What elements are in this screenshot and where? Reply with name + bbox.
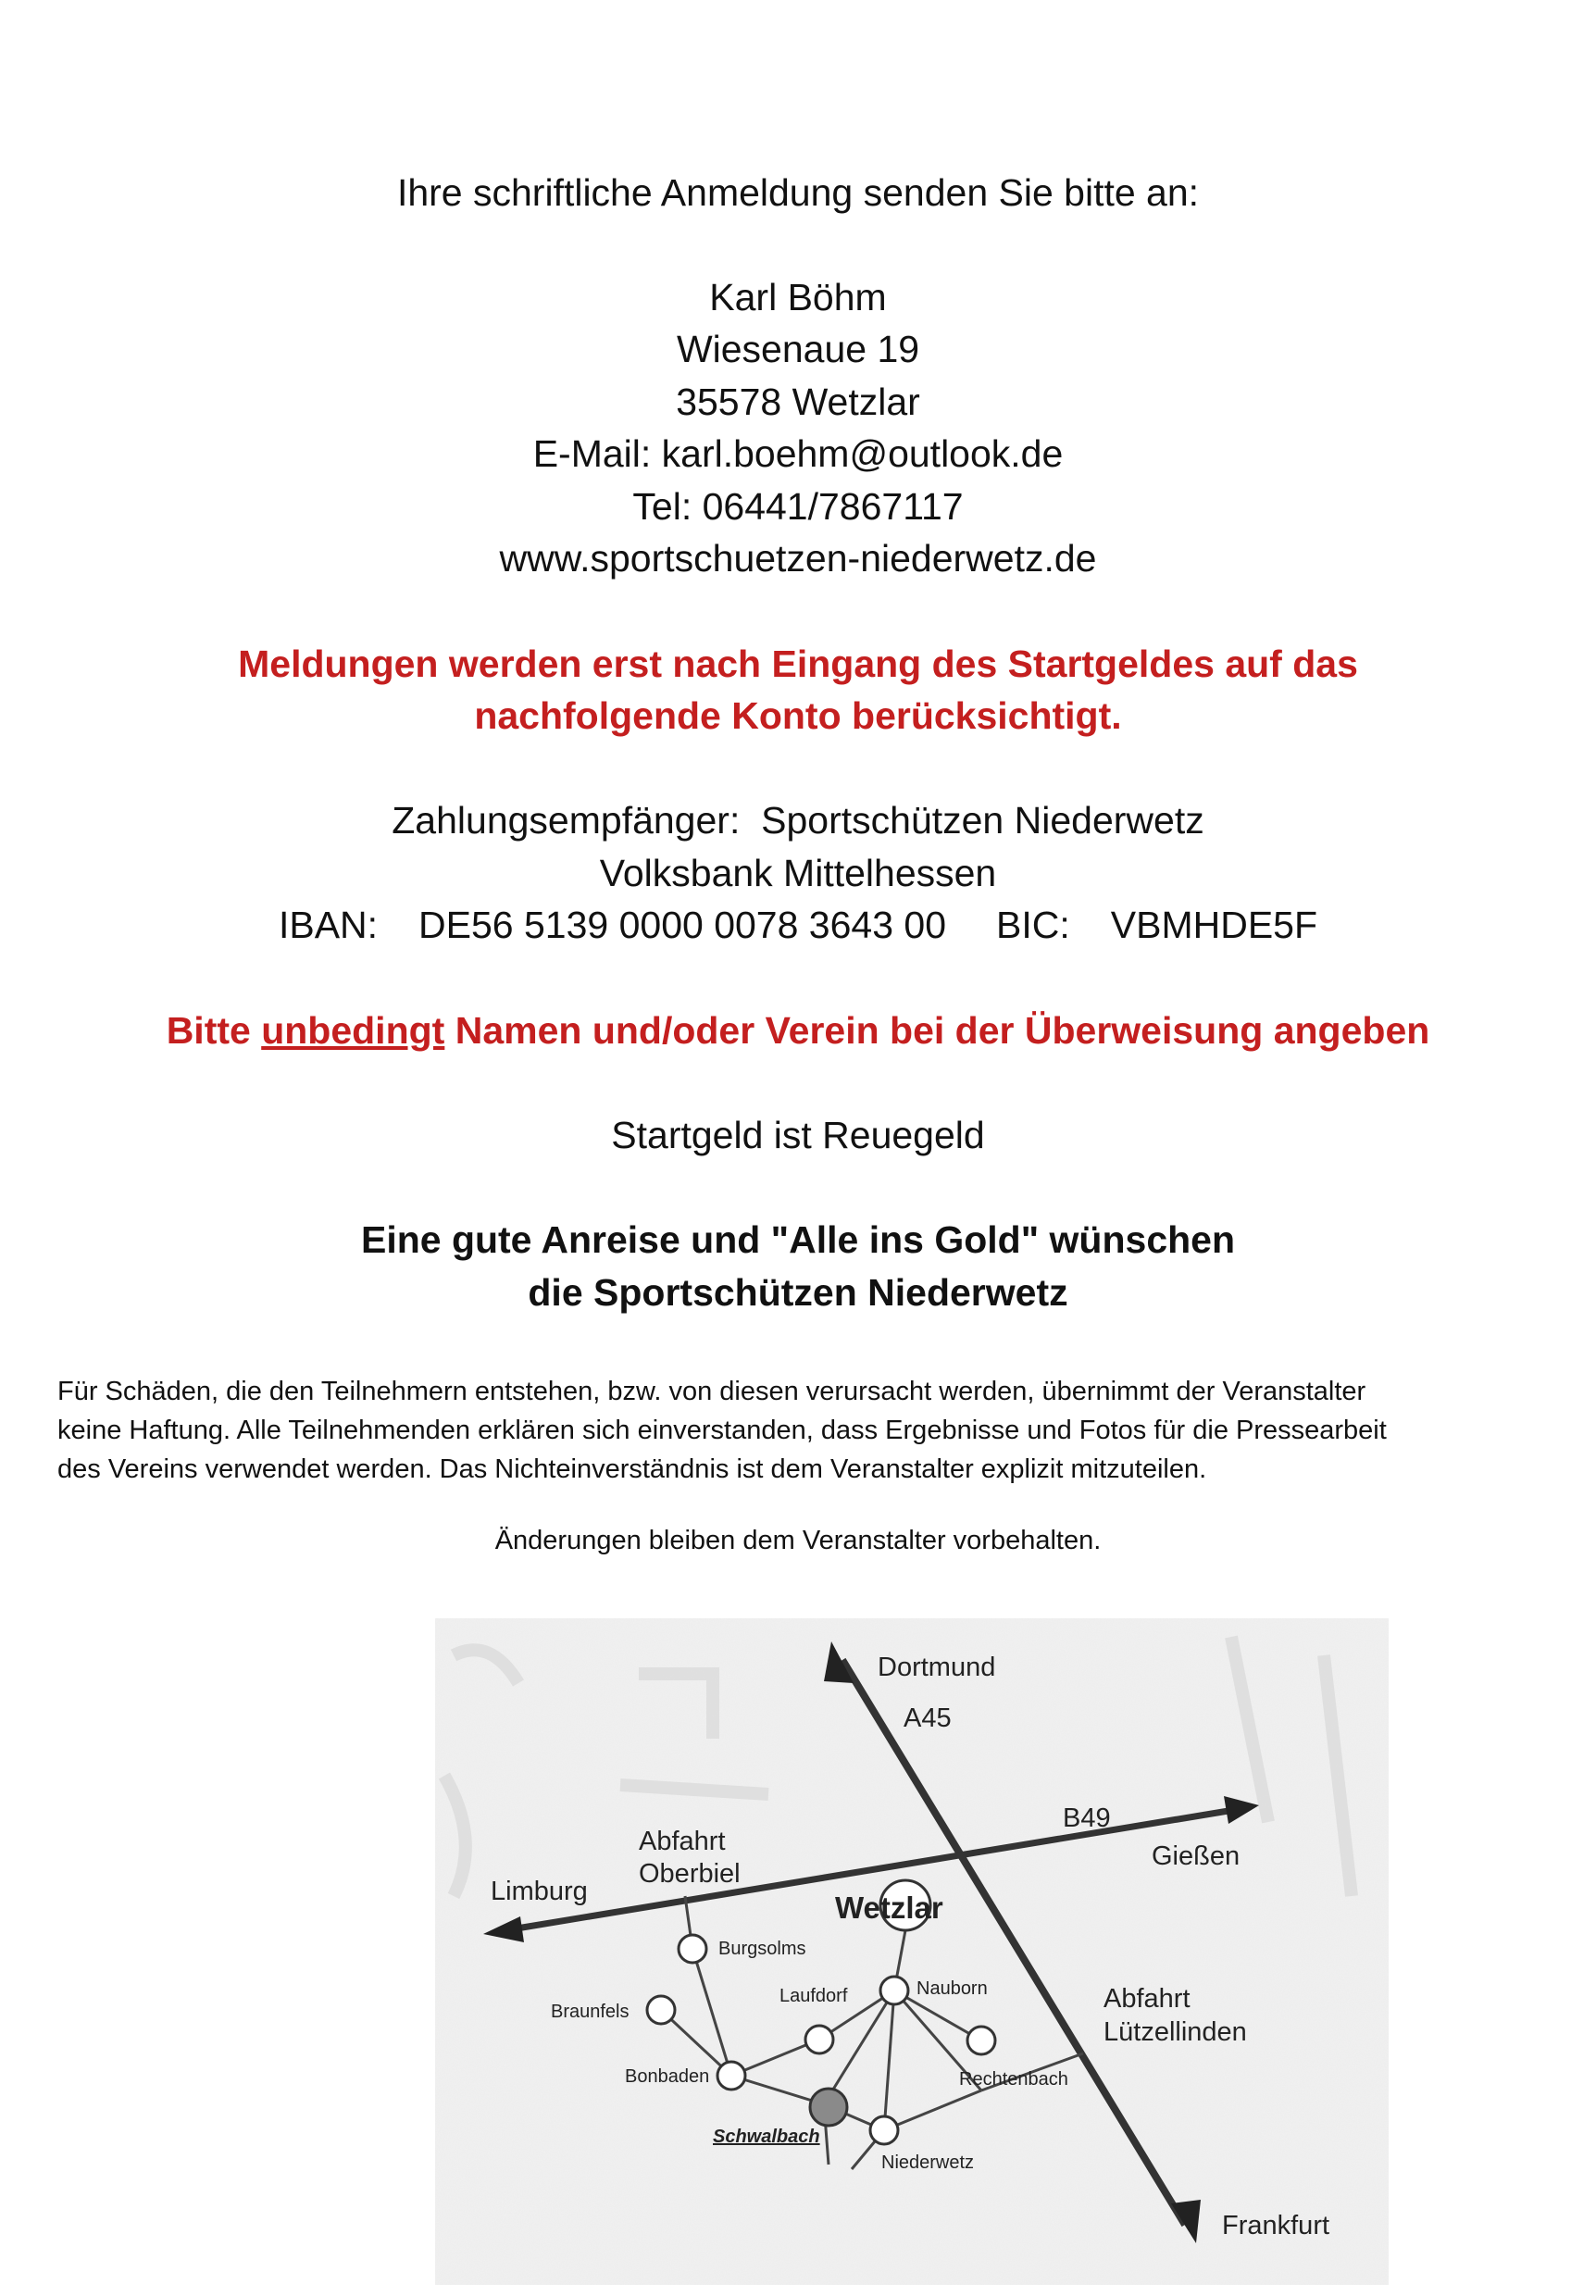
iban-label: IBAN: <box>278 904 379 946</box>
reference-pre: Bitte <box>166 1009 262 1052</box>
contact-phone: Tel: 06441/7867117 <box>632 485 964 528</box>
recipient-label: Zahlungsempfänger: <box>392 799 741 842</box>
label-rechtenbach: Rechtenbach <box>959 2069 1068 2090</box>
intro-text: Ihre schriftliche Anmeldung senden Sie bitte an: <box>396 171 1200 214</box>
bic-label: BIC: <box>996 904 1070 946</box>
greeting-line2: die Sportschützen Niederwetz <box>528 1271 1068 1314</box>
recipient-line <box>0 797 1596 843</box>
iban-value: DE56 5139 0000 0078 3643 00 <box>418 904 947 946</box>
label-abfahrt-luetzellinden-2: Lützellinden <box>1103 2017 1247 2047</box>
payment-notice-line2: nachfolgende Konto berücksichtigt. <box>474 694 1122 737</box>
contact-website[interactable]: www.sportschuetzen-niederwetz.de <box>499 537 1097 580</box>
label-frankfurt: Frankfurt <box>1222 2211 1330 2240</box>
label-wetzlar: Wetzlar <box>835 1890 943 1925</box>
label-limburg: Limburg <box>491 1877 588 1906</box>
niederwetz-marker <box>870 2116 898 2144</box>
payment-notice-line1: Meldungen werden erst nach Eingang des Startgeldes auf das <box>238 643 1358 685</box>
reference-post: Namen und/oder Verein bei der Überweisung angeben <box>444 1009 1430 1052</box>
label-giessen: Gießen <box>1152 1841 1241 1871</box>
disclaimer-line3: des Vereins verwendet werden. Das Nichteinverständnis ist dem Veranstalter explizit mitzuteilen. <box>57 1454 1207 1484</box>
braunfels-marker <box>647 1996 675 2024</box>
reference-notice <box>0 1007 1596 1054</box>
rechtenbach-marker <box>967 2027 995 2054</box>
reference-emphasis: unbedingt <box>261 1009 445 1052</box>
changes-note: Änderungen bleiben dem Veranstalter vorbehalten. <box>494 1526 1102 1555</box>
label-a45: A45 <box>904 1703 952 1733</box>
label-braunfels: Braunfels <box>551 2002 630 2022</box>
label-bonbaden: Bonbaden <box>625 2066 710 2087</box>
label-niederwetz: Niederwetz <box>881 2152 975 2173</box>
greeting-line1: Eine gute Anreise und "Alle ins Gold" wünschen <box>360 1218 1236 1261</box>
recipient-name: Sportschützen Niederwetz <box>761 799 1204 842</box>
label-abfahrt-oberbiel-2: Oberbiel <box>639 1859 741 1889</box>
directions-map <box>435 1618 1389 2285</box>
label-schwalbach: Schwalbach <box>713 2127 820 2147</box>
fee-note: Startgeld ist Reuegeld <box>611 1114 985 1156</box>
burgsolms-marker <box>679 1935 706 1963</box>
label-b49: B49 <box>1063 1803 1111 1833</box>
label-dortmund: Dortmund <box>878 1653 996 1682</box>
contact-city: 35578 Wetzlar <box>676 381 920 423</box>
label-abfahrt-oberbiel-1: Abfahrt <box>639 1827 726 1856</box>
label-burgsolms: Burgsolms <box>718 1939 806 1959</box>
bank-name: Volksbank Mittelhessen <box>599 852 997 894</box>
contact-name: Karl Böhm <box>709 276 887 318</box>
iban-bic-line <box>0 902 1596 948</box>
contact-street: Wiesenaue 19 <box>676 328 920 370</box>
disclaimer-line1: Für Schäden, die den Teilnehmern entstehen, bzw. von diesen verursacht werden, übernimmt der Veranstalter <box>57 1377 1366 1406</box>
label-abfahrt-luetzellinden-1: Abfahrt <box>1103 1984 1191 2014</box>
schwalbach-marker <box>810 2089 847 2126</box>
bonbaden-marker <box>717 2062 745 2090</box>
contact-email[interactable]: E-Mail: karl.boehm@outlook.de <box>532 432 1064 475</box>
nauborn-marker <box>880 1977 908 2004</box>
bic-value: VBMHDE5F <box>1110 904 1318 946</box>
disclaimer-line2: keine Haftung. Alle Teilnehmenden erklären sich einverstanden, dass Ergebnisse und Fotos für die Pressearbeit <box>57 1416 1387 1445</box>
label-laufdorf: Laufdorf <box>779 1986 848 2006</box>
label-nauborn: Nauborn <box>916 1978 988 1999</box>
laufdorf-marker <box>805 2026 833 2053</box>
